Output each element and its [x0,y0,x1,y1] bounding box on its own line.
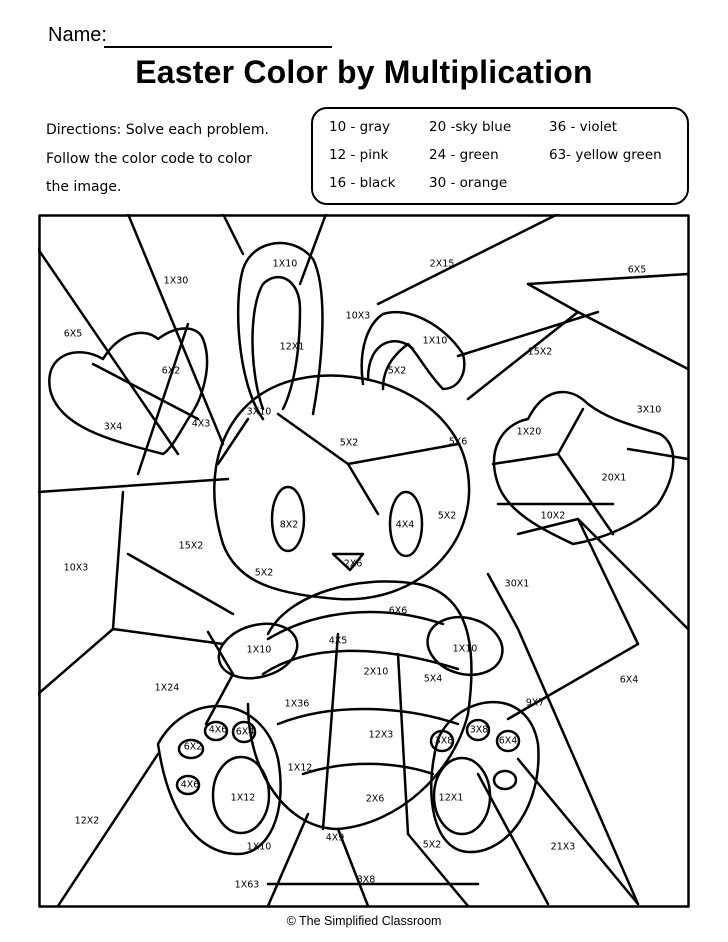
right-toe [494,771,516,789]
problem-label: 3X8 [356,874,376,886]
egg-stripe [303,764,433,774]
page-title: Easter Color by Multiplication [135,54,593,90]
problem-label: 6X4 [235,726,255,738]
color-code-item: 10 - gray [329,119,391,135]
problem-label: 1X20 [516,426,542,438]
ray-line [113,492,123,629]
problem-label: 6X4 [498,735,518,747]
problem-label: 5X2 [437,510,457,522]
problem-label: 30X1 [504,578,530,590]
problem-label: 2X10 [363,666,389,678]
color-code-item: 36 - violet [549,119,617,135]
color-code-box [311,107,689,205]
problem-label: 1X10 [272,258,298,270]
heart-line [493,454,613,534]
copyright-footer: © The Simplified Classroom [286,914,442,928]
ray-line [528,274,688,284]
problem-label: 1X63 [234,879,260,891]
ray-line [128,554,233,614]
problem-label: 6X2 [161,365,181,377]
ray-line [223,214,243,254]
problem-label: 2X6 [343,558,363,570]
problem-label: 12X1 [438,792,464,804]
egg-stripe [278,709,458,724]
ray-line [206,632,233,724]
ray-line [38,629,113,694]
ray-line [113,629,223,644]
problem-label: 5X2 [422,839,442,851]
directions-line: Directions: Solve each problem. [46,122,269,138]
problem-label: 5X2 [339,437,359,449]
name-label: Name: [48,24,107,46]
problem-label: 3X10 [246,406,272,418]
coloring-picture [38,214,690,908]
color-code-item: 12 - pink [329,147,389,163]
problem-label: 6X6 [388,605,408,617]
problem-label: 9X7 [525,697,545,709]
problem-label: 1X10 [246,644,272,656]
color-code-item: 20 -sky blue [429,119,512,135]
problem-label: 6X4 [619,674,639,686]
problem-label: 12X1 [279,341,305,353]
problem-label: 10X2 [540,510,566,522]
problem-label: 6X5 [63,328,83,340]
problem-label: 6X2 [183,741,203,753]
problem-label: 1X36 [284,698,310,710]
heart-line [93,364,198,419]
problem-label: 1X10 [422,335,448,347]
directions-line: Follow the color code to color [46,150,252,167]
problem-label: 5X2 [387,365,407,377]
problem-label: 4X3 [191,418,211,430]
problem-label: 3X10 [636,404,662,416]
problem-label: 12X3 [368,729,394,741]
problem-label: 15X2 [178,540,204,552]
problem-label: 12X2 [74,815,100,827]
name-line[interactable] [104,46,332,48]
ray-line [578,519,638,644]
ray-line [58,754,158,906]
heart-line [558,409,583,454]
head-line [348,464,378,514]
problem-label: 2X6 [365,793,385,805]
problem-label: 3X8 [434,735,454,747]
problem-label: 8X2 [279,519,299,531]
problem-label: 10X3 [345,310,371,322]
problem-label: 5X4 [423,673,443,685]
problem-label: 1X10 [452,643,478,655]
ray-line [468,312,578,399]
ray-line [378,214,558,304]
egg-stripe [263,651,458,674]
problem-label: 1X24 [154,682,180,694]
color-code-item: 30 - orange [429,175,508,191]
color-code-item: 24 - green [429,147,499,163]
problem-label: 10X3 [63,562,89,574]
problem-label: 4X5 [328,635,348,647]
problem-label: 6X5 [627,264,647,276]
problem-label: 1X12 [287,762,313,774]
problem-label: 4X6 [180,779,200,791]
color-code-item: 16 - black [329,175,396,191]
problem-label: 1X10 [246,841,272,853]
ray-line [628,449,688,459]
color-code-item: 63- yellow green [549,147,662,163]
problem-label: 4X4 [395,519,415,531]
problem-label: 5X2 [254,567,274,579]
directions-line: the image. [46,179,122,195]
problem-label: 4X9 [325,832,345,844]
problem-label: 20X1 [601,472,627,484]
ray-line [38,479,228,492]
problem-label: 3X4 [103,421,123,433]
head-line [278,414,458,464]
problem-label: 4X6 [208,724,228,736]
problem-label: 15X2 [527,346,553,358]
heart-line [138,324,188,474]
problem-label: 21X3 [550,841,576,853]
problem-label: 2X15 [429,258,455,270]
directions [46,116,308,202]
egg-line [323,634,338,829]
ray-line [478,774,548,904]
problem-label: 1X30 [163,275,189,287]
problem-label: 5X6 [448,436,468,448]
problem-label: 1X12 [230,792,256,804]
problem-label: 3X8 [469,724,489,736]
